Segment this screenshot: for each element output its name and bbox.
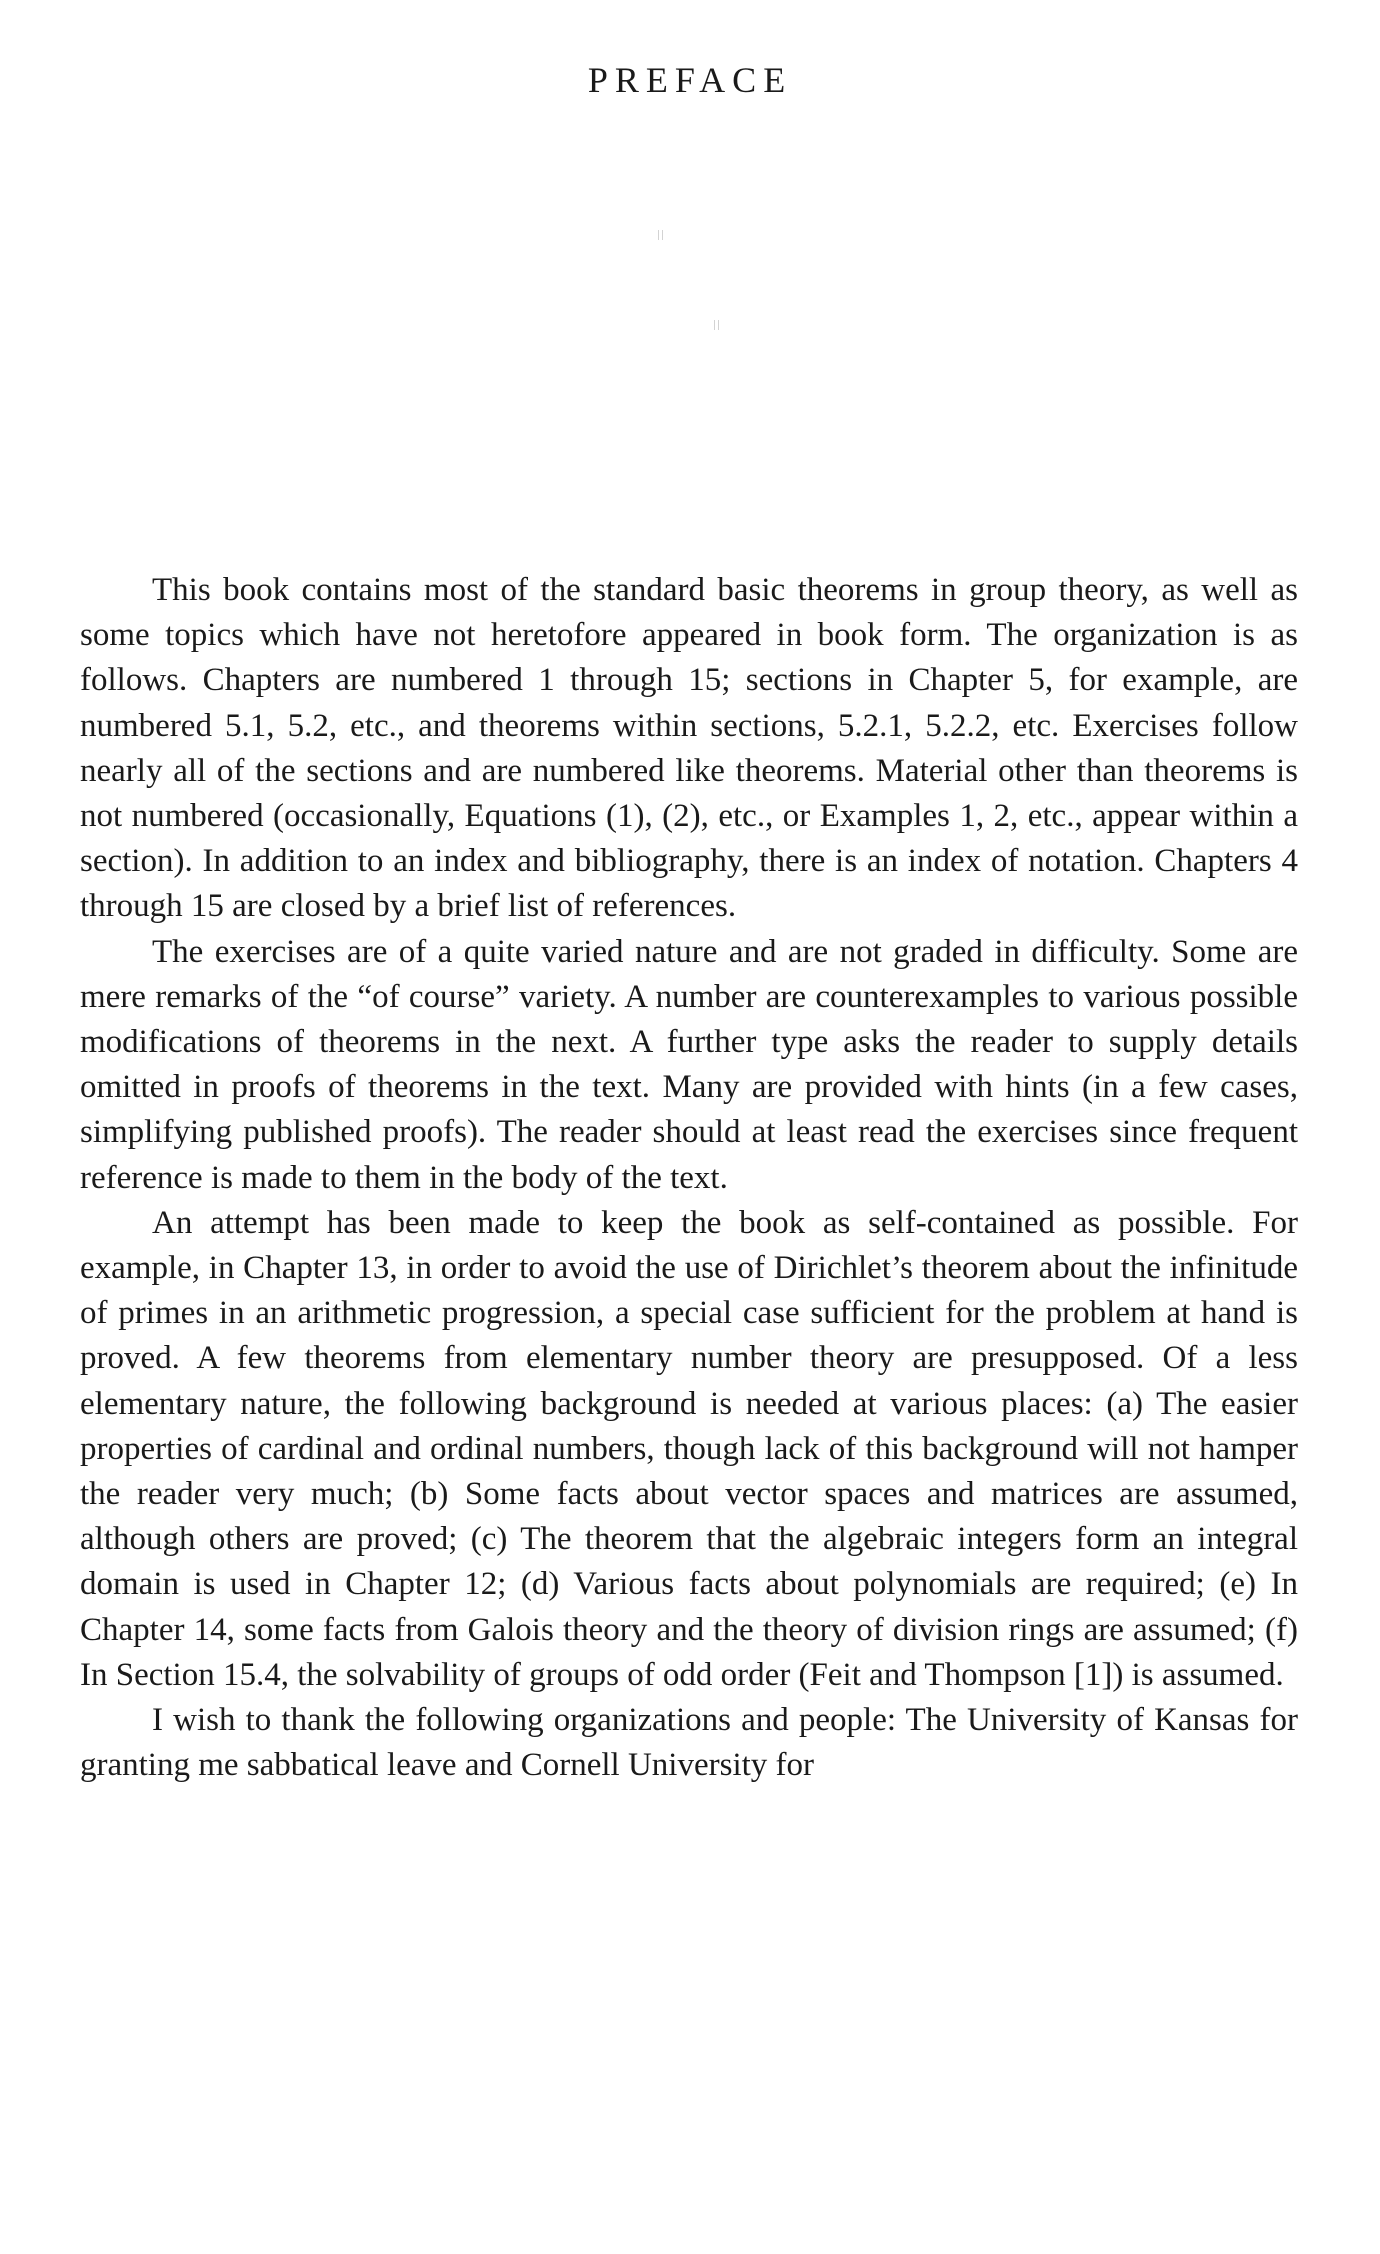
paragraph-organization: This book contains most of the standard basic theorems in group theory, as well as some topics which have not heretofore appeared in book form. The organization is as follows. Chapters are numbered 1 through 15; sections in Chapter 5, for example, are numbered 5.1, 5.2, etc., and theorems within sections, 5.2.1, 5.2.2, etc. Exercises follow nearly all of the sections and are numbered like theorems. Material other than theorems is not numbered (occasionally, Equations (1), (2), etc., or Examples 1, 2, etc., appear within a section). In addition to an index and bibliography, there is an index of notation. Chapters 4 through 15 are closed by a brief list of references.: [80, 572, 1298, 925]
scan-speck-mark: [712, 318, 722, 332]
preface-body: [80, 568, 1298, 1788]
paragraph-acknowledgements: I wish to thank the following organizations and people: The University of Kansas for granting me sabbatical leave and Cornell University for: [80, 1702, 1298, 1784]
paragraph-exercises: The exercises are of a quite varied nature and are not graded in difficulty. Some are mere remarks of the “of course” variety. A number are counterexamples to various possible modifications of theorems in the next. A further type asks the reader to supply details omitted in proofs of theorems in the text. Many are provided with hints (in a few cases, simplifying published proofs). The reader should at least read the exercises since frequent reference is made to them in the body of the text.: [80, 933, 1298, 1196]
paragraph-self-contained: An attempt has been made to keep the book as self-contained as possible. For example, in Chapter 13, in order to avoid the use of Dirichlet’s theorem about the infinitude of primes in an arithmetic progression, a special case sufficient for the problem at hand is proved. A few theorems from elementary number theory are presupposed. Of a less elementary nature, the following background is needed at various places: (a) The easier properties of cardinal and ordinal numbers, though lack of this background will not hamper the reader very much; (b) Some facts about vector spaces and matrices are assumed, although others are proved; (c) The theorem that the algebraic integers form an integral domain is used in Chapter 12; (d) Various facts about polynomials are required; (e) In Chapter 14, some facts from Galois theory and the theory of division rings are assumed; (f) In Section 15.4, the solvability of groups of odd order (Feit and Thompson [1]) is assumed.: [80, 1204, 1298, 1693]
page-title: PREFACE: [587, 60, 793, 100]
scan-speck-mark: [656, 228, 666, 242]
